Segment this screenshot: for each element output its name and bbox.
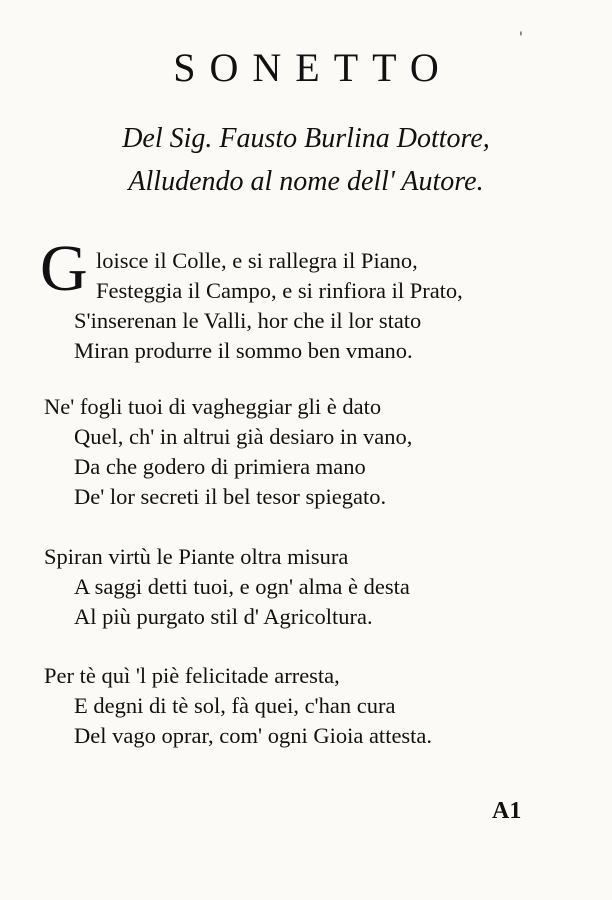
stanza-1-line-2: Festeggia il Campo, e si rinfiora il Prato, [96, 278, 463, 303]
stanza-3 [0, 542, 612, 632]
stanza-4 [0, 661, 612, 751]
stanza-4-line-2: E degni di tè sol, fà quei, c'han cura [74, 693, 396, 718]
drop-cap: G [40, 232, 88, 305]
stanza-4-line-3: Del vago oprar, com' ogni Gioia attesta. [74, 723, 433, 748]
ink-speck: ' [519, 30, 523, 46]
stanza-4-line-1: Per tè quì 'l piè felicitade arresta, [44, 663, 340, 688]
stanza-3-line-1: Spiran virtù le Piante oltra misura [44, 544, 349, 569]
page-title: SONETTO [173, 45, 453, 90]
stanza-3-line-3: Al più purgato stil d' Agricoltura. [74, 604, 373, 629]
stanza-1-line-1: loisce il Colle, e si rallegra il Piano, [96, 248, 418, 273]
stanza-2-line-2: Quel, ch' in altrui già desiaro in vano, [74, 424, 413, 449]
stanza-2-line-4: De' lor secreti il bel tesor spiegato. [74, 484, 387, 509]
subtitle-line-1: Del Sig. Fausto Burlina Dottore, [122, 123, 490, 154]
signature-mark: A1 [492, 798, 522, 824]
stanza-2-line-3: Da che godero di primiera mano [74, 454, 366, 479]
stanza-1-line-3: S'inserenan le Valli, hor che il lor stato [74, 308, 422, 333]
stanza-1 [0, 246, 612, 366]
stanza-2-line-1: Ne' fogli tuoi di vagheggiar gli è dato [44, 394, 382, 419]
stanza-2 [0, 392, 612, 512]
subtitle-line-2: Alludendo al nome dell' Autore. [128, 166, 484, 197]
stanza-1-line-4: Miran produrre il sommo ben vmano. [74, 338, 413, 363]
stanza-3-line-2: A saggi detti tuoi, e ogn' alma è desta [74, 574, 410, 599]
